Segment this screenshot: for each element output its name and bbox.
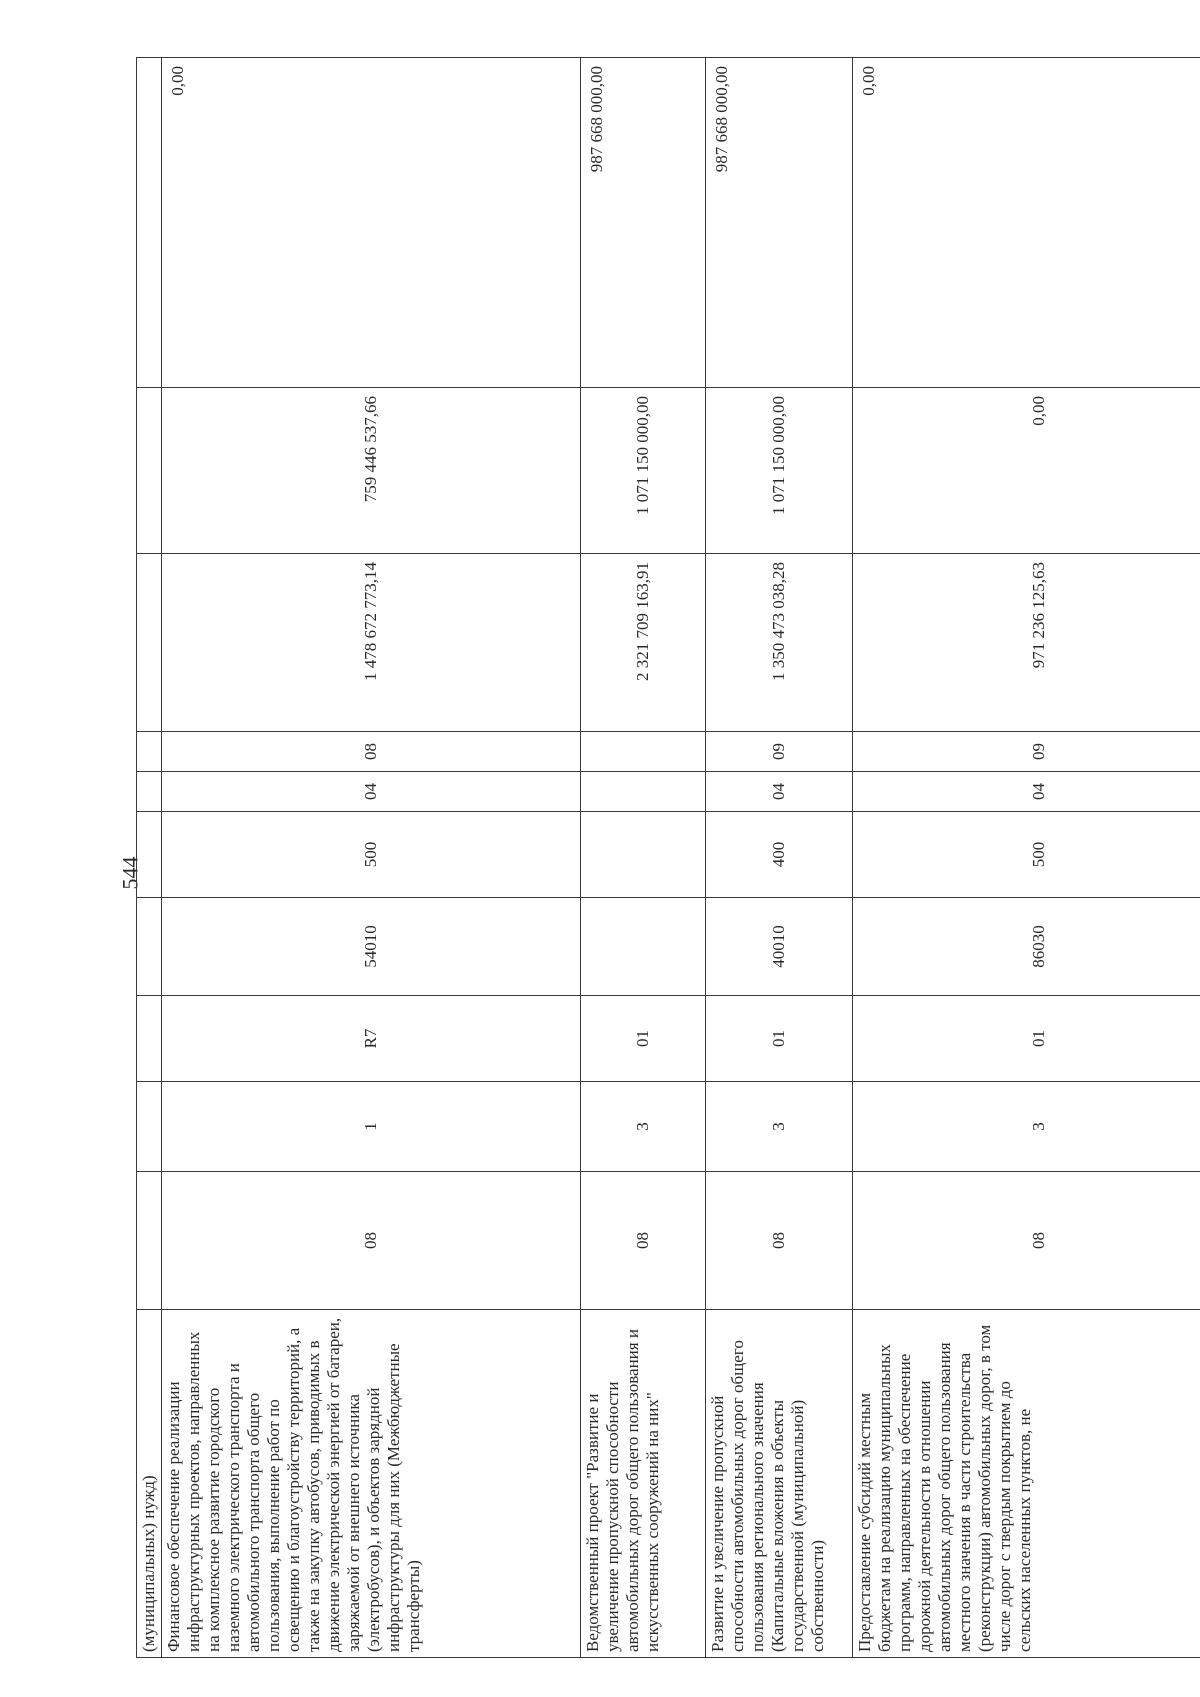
row-name: Предоставление субсидий местным бюджетам на реализацию муниципальных программ, направленных на обеспечение дорожной деятельности в отношении автомобильных дорог общего пользования местного значения в части строительства (реконструкции) автомобильных дорог, в том числе дорог с твердым покрытием до сельских населенных пунктов, не	[853, 1310, 1200, 1658]
direction-code: 86030	[853, 898, 1200, 996]
section-code	[137, 772, 162, 812]
row-name: Ведомственный проект "Развитие и увеличение пропускной способности автомобильных дорог общего пользования и искусственных сооружений на них"	[581, 1310, 706, 1658]
expense-type-code: 500	[162, 812, 581, 898]
table-row	[706, 58, 853, 1658]
budget-table-sheet	[136, 58, 1196, 1658]
direction-code: 54010	[162, 898, 581, 996]
table-row	[581, 58, 706, 1658]
subsection-code	[581, 732, 706, 772]
amount-year-1: 1 350 473 038,28	[706, 554, 853, 732]
amount-year-3: 987 668 000,00	[581, 58, 706, 388]
direction-code	[581, 898, 706, 996]
amount-year-3: 987 668 000,00	[706, 58, 853, 388]
section-code: 04	[162, 772, 581, 812]
amount-year-1: 1 478 672 773,14	[162, 554, 581, 732]
row-name: (муниципальных) нужд)	[137, 1310, 162, 1658]
subprogram-code: 3	[853, 1082, 1200, 1172]
project-code	[137, 996, 162, 1082]
table-row	[853, 58, 1200, 1658]
project-code: 01	[706, 996, 853, 1082]
amount-year-1: 971 236 125,63	[853, 554, 1200, 732]
direction-code: 40010	[706, 898, 853, 996]
program-code: 08	[706, 1172, 853, 1310]
amount-year-1	[137, 554, 162, 732]
subsection-code: 08	[162, 732, 581, 772]
expense-type-code	[137, 812, 162, 898]
amount-year-3	[137, 58, 162, 388]
subprogram-code	[137, 1082, 162, 1172]
amount-year-2	[137, 388, 162, 554]
budget-table	[136, 57, 1200, 1658]
amount-year-2: 1 071 150 000,00	[581, 388, 706, 554]
subsection-code: 09	[853, 732, 1200, 772]
amount-year-2: 759 446 537,66	[162, 388, 581, 554]
direction-code	[137, 898, 162, 996]
program-code: 08	[162, 1172, 581, 1310]
project-code: R7	[162, 996, 581, 1082]
table-row	[162, 58, 581, 1658]
subsection-code	[137, 732, 162, 772]
subprogram-code: 3	[581, 1082, 706, 1172]
page-number: 544	[117, 856, 143, 890]
project-code: 01	[581, 996, 706, 1082]
amount-year-2: 1 071 150 000,00	[706, 388, 853, 554]
project-code: 01	[853, 996, 1200, 1082]
amount-year-1: 2 321 709 163,91	[581, 554, 706, 732]
row-name: Финансовое обеспечение реализации инфраструктурных проектов, направленных на комплексное развитие городского наземного электрического транспорта и автомобильного транспорта общего пользования, выполнение работ по освещению и благоустройству территорий, а также на закупку автобусов, приводимых в движение электрической энергией от батареи, заряжаемой от внешнего источника (электробусов), и объектов зарядной инфраструктуры для них (Межбюджетные трансферты)	[162, 1310, 581, 1658]
subsection-code: 09	[706, 732, 853, 772]
section-code: 04	[853, 772, 1200, 812]
amount-year-2: 0,00	[853, 388, 1200, 554]
program-code	[137, 1172, 162, 1310]
program-code: 08	[581, 1172, 706, 1310]
subprogram-code: 3	[706, 1082, 853, 1172]
row-name: Развитие и увеличение пропускной способности автомобильных дорог общего пользования регионального значения (Капитальные вложения в объекты государственной (муниципальной) собственности)	[706, 1310, 853, 1658]
subprogram-code: 1	[162, 1082, 581, 1172]
amount-year-3: 0,00	[162, 58, 581, 388]
expense-type-code: 500	[853, 812, 1200, 898]
amount-year-3: 0,00	[853, 58, 1200, 388]
section-code: 04	[706, 772, 853, 812]
section-code	[581, 772, 706, 812]
program-code: 08	[853, 1172, 1200, 1310]
expense-type-code	[581, 812, 706, 898]
expense-type-code: 400	[706, 812, 853, 898]
table-row	[137, 58, 162, 1658]
